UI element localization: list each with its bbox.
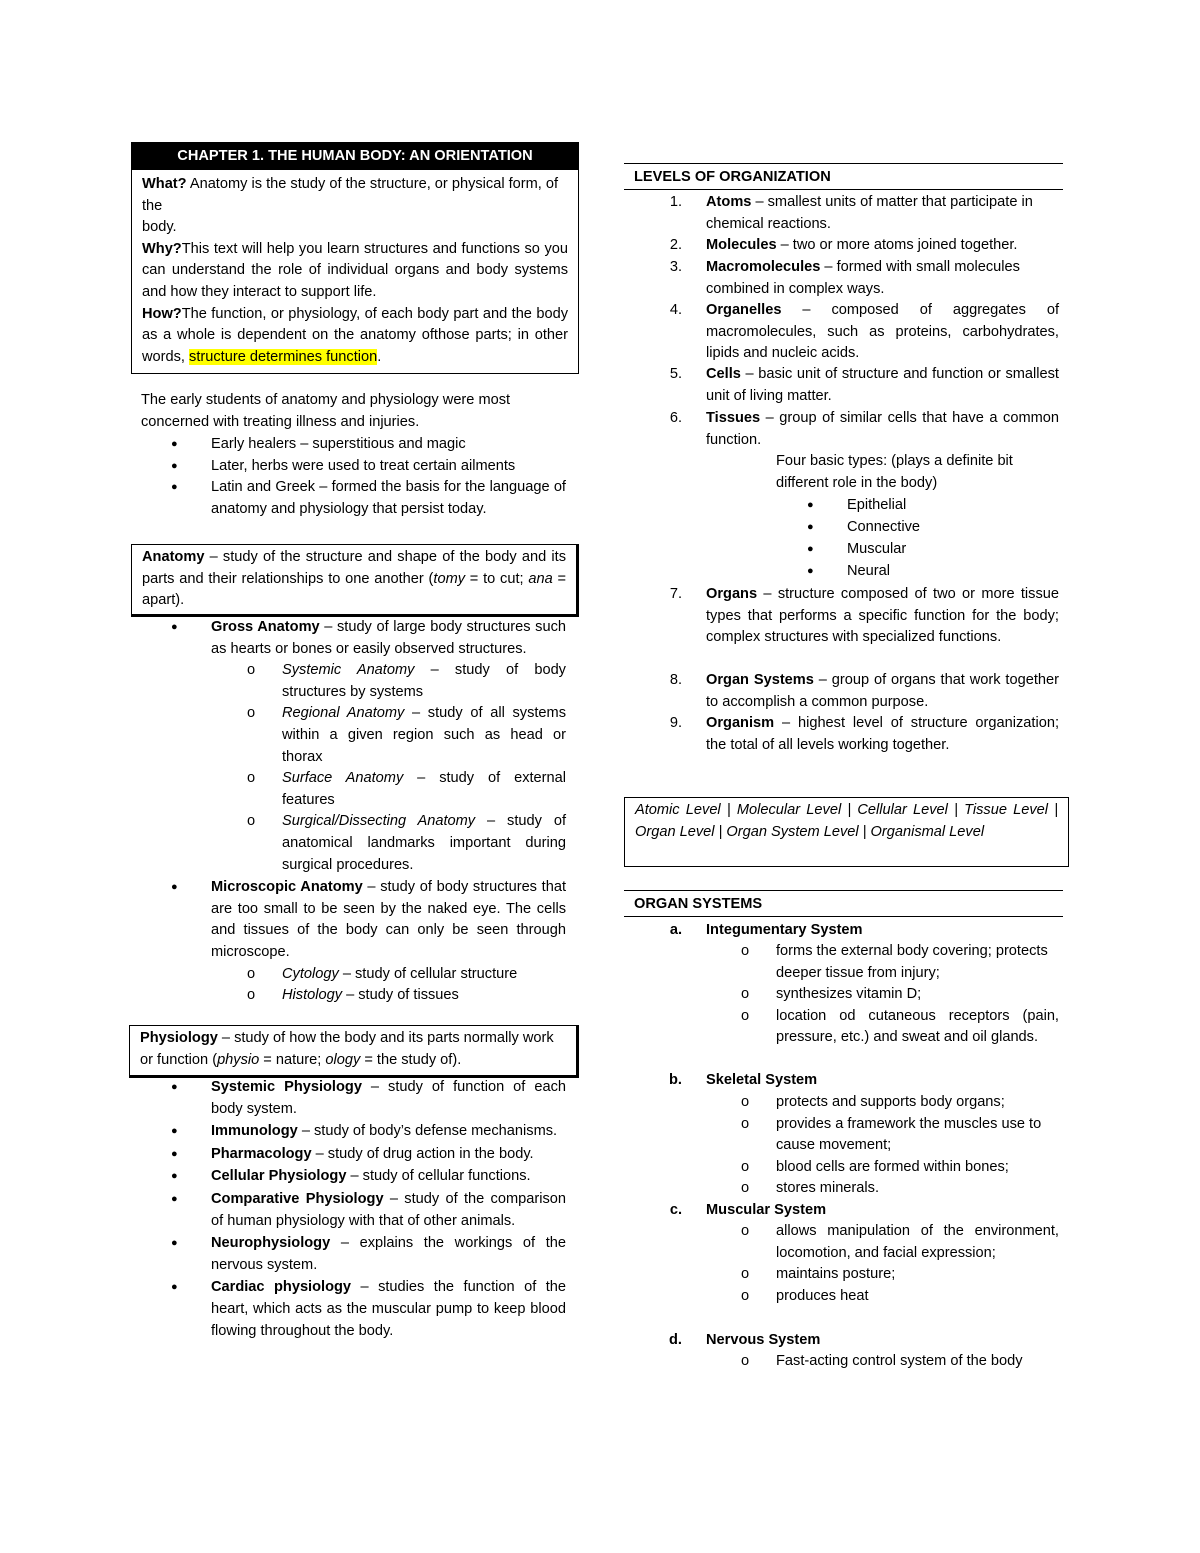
anatomy-list	[171, 617, 567, 1007]
highlighted-phrase: structure determines function	[189, 348, 378, 365]
system-points	[741, 1221, 1059, 1307]
system-name: Integumentary System	[706, 922, 863, 938]
intro-paragraph: The early students of anatomy and physiology were most concerned with treating illness and injuries.	[141, 392, 511, 430]
tissue-types-list	[807, 495, 1047, 583]
circle-bullet-icon: o	[741, 1287, 750, 1304]
bullet-icon: ●	[171, 621, 178, 633]
list-letter: d.	[669, 1332, 682, 1348]
list-letter: b.	[669, 1072, 682, 1088]
list-item: ● Later, herbs were used to treat certain ailments	[211, 456, 566, 478]
what-line-2: body.	[142, 219, 177, 236]
list-item: ● Neural	[847, 561, 1047, 583]
list-item: o forms the external body covering; protects deeper tissue from injury;	[741, 943, 1048, 981]
circle-bullet-icon: o	[741, 986, 750, 1003]
list-item: ● Pharmacology – study of drug action in the body.	[211, 1144, 566, 1166]
list-item: ● Connective	[847, 517, 1047, 539]
how-line: How?The function, or physiology, of each body part and the body as a whole is dependent on the anatomy ofthose parts; in other words, structure determines function.	[142, 305, 568, 365]
list-item: o Fast-acting control system of the body	[776, 1351, 1059, 1373]
system-name: Nervous System	[706, 1332, 821, 1348]
list-item: o location od cutaneous receptors (pain, pressure, etc.) and sweat and oil glands.	[741, 1007, 1059, 1046]
list-number: 6.	[669, 410, 682, 426]
list-item: ● Neurophysiology – explains the workings of the nervous system.	[171, 1235, 566, 1273]
list-item: Organs – structure composed of two or more tissue types that performs a specific function for the body; complex structures with specialized functions.	[706, 586, 1059, 646]
circle-bullet-icon: o	[741, 1115, 750, 1132]
chapter-title: CHAPTER 1. THE HUMAN BODY: AN ORIENTATION	[132, 143, 578, 170]
list-item: Cells – basic unit of structure and function or smallest unit of living matter.	[706, 366, 1059, 404]
list-item: ● Muscular	[847, 539, 1047, 561]
list-item: ● Cellular Physiology – study of cellular functions.	[211, 1166, 566, 1188]
circle-bullet-icon: o	[741, 1266, 750, 1283]
circle-bullet-icon: o	[741, 1353, 750, 1369]
circle-bullet-icon: o	[741, 943, 750, 959]
circle-bullet-icon: o	[247, 770, 256, 787]
organ-systems-heading: ORGAN SYSTEMS	[624, 890, 1063, 917]
bullet-icon: ●	[807, 521, 814, 534]
circle-bullet-icon: o	[247, 662, 256, 679]
list-letter: c.	[669, 1202, 682, 1218]
anatomy-definition-box: Anatomy – study of the structure and shape of the body and its parts and their relationships to one another (tomy = to cut; ana = apart).	[131, 544, 579, 617]
list-item: o protects and supports body organs;	[776, 1092, 1059, 1114]
list-item: o Surface Anatomy – study of external features	[247, 770, 566, 808]
list-item: ● Epithelial	[847, 495, 1047, 517]
intro-bullet-list	[171, 434, 566, 520]
list-number: 2.	[669, 237, 682, 253]
physiology-list	[171, 1077, 566, 1342]
list-item: Organism – highest level of structure organization; the total of all levels working together.	[706, 715, 1059, 753]
system-name: Muscular System	[706, 1202, 827, 1218]
list-number: 7.	[669, 586, 682, 602]
bullet-icon: ●	[171, 481, 178, 494]
system-points	[741, 1351, 1059, 1373]
list-item: ● Comparative Physiology – study of the comparison of human physiology with that of other animals.	[171, 1190, 566, 1229]
micro-sublist	[211, 964, 566, 1007]
list-item: Organelles – composed of aggregates of macromolecules, such as proteins, carbohydrates, lipids and nucleic acids.	[706, 302, 1059, 362]
list-item: ● Early healers – superstitious and magic	[211, 434, 566, 456]
circle-bullet-icon: o	[741, 1223, 750, 1239]
circle-bullet-icon: o	[247, 965, 256, 982]
chapter-box	[131, 142, 579, 374]
circle-bullet-icon: o	[247, 705, 256, 722]
levels-heading: LEVELS OF ORGANIZATION	[624, 163, 1063, 190]
list-item: Macromolecules – formed with small molecules combined in complex ways.	[706, 259, 1020, 297]
physiology-definition-box: Physiology – study of how the body and its parts normally work or function (physio = nature; ology = the study of).	[129, 1025, 579, 1078]
bullet-icon: ●	[807, 543, 814, 556]
list-number: 4.	[669, 302, 682, 318]
what-line: What? Anatomy is the study of the structure, or physical form, of the	[142, 176, 559, 214]
bullet-icon: ●	[807, 565, 814, 578]
list-item: ● Microscopic Anatomy – study of body structures that are too small to be seen by the naked eye. The cells and tissues of the body can only be seen through microscope.	[171, 879, 566, 960]
list-item: o provides a framework the muscles use to cause movement;	[741, 1115, 1042, 1154]
bullet-icon: ●	[171, 1125, 178, 1138]
list-item: o stores minerals.	[776, 1178, 1059, 1200]
list-number: 3.	[669, 259, 682, 275]
list-item: o blood cells are formed within bones;	[776, 1157, 1059, 1179]
system-points	[741, 1092, 1059, 1200]
bullet-icon: ●	[171, 1237, 178, 1250]
system-name: Skeletal System	[706, 1072, 818, 1088]
bullet-icon: ●	[171, 1147, 178, 1160]
chapter-body	[132, 170, 578, 373]
circle-bullet-icon: o	[741, 1180, 750, 1197]
list-item: o Regional Anatomy – study of all systems within a given region such as head or thorax	[247, 705, 567, 765]
list-item: ● Cardiac physiology – studies the function of the heart, which acts as the muscular pump to keep blood flowing throughout the body.	[171, 1279, 566, 1339]
list-item: o Histology – study of tissues	[282, 985, 566, 1007]
list-item: o maintains posture;	[776, 1264, 1059, 1286]
circle-bullet-icon: o	[741, 1007, 750, 1024]
list-item: o Cytology – study of cellular structure	[282, 964, 566, 986]
list-item: ● Immunology – study of body’s defense mechanisms.	[211, 1121, 566, 1143]
list-letter: a.	[669, 922, 682, 938]
bullet-icon: ●	[171, 881, 178, 894]
tissue-note: Four basic types: (plays a definite bit different role in the body)	[776, 453, 1013, 491]
list-item: Tissues – group of similar cells that have a common function.	[706, 410, 1059, 448]
list-number: 1.	[669, 194, 682, 210]
list-item: o produces heat	[776, 1286, 1059, 1308]
bullet-icon: ●	[171, 459, 178, 472]
list-item: Atoms – smallest units of matter that participate in chemical reactions.	[706, 194, 1033, 232]
circle-bullet-icon: o	[247, 987, 256, 1004]
list-number: 5.	[669, 366, 682, 382]
levels-summary-box: Atomic Level | Molecular Level | Cellular Level | Tissue Level | Organ Level | Organ System Level | Organismal Level	[624, 797, 1069, 867]
list-number: 9.	[669, 715, 682, 731]
list-item: o allows manipulation of the environment, locomotion, and facial expression;	[741, 1223, 1059, 1261]
gross-sublist	[211, 660, 566, 876]
list-item: o Surgical/Dissecting Anatomy – study of anatomical landmarks important during surgical procedures.	[247, 813, 567, 873]
circle-bullet-icon: o	[741, 1158, 750, 1175]
list-number: 8.	[669, 672, 682, 688]
system-points	[741, 941, 1059, 1049]
bullet-icon: ●	[171, 1281, 178, 1294]
bullet-icon: ●	[171, 1170, 178, 1183]
list-item: Molecules – two or more atoms joined together.	[706, 237, 1018, 253]
circle-bullet-icon: o	[741, 1094, 750, 1110]
list-item: ● Gross Anatomy – study of large body structures such as hearts or bones or easily observed structures.	[171, 619, 566, 657]
circle-bullet-icon: o	[247, 813, 256, 830]
list-item: Organ Systems – group of organs that work together to accomplish a common purpose.	[706, 672, 1059, 710]
bullet-icon: ●	[171, 1192, 178, 1205]
list-item: o synthesizes vitamin D;	[776, 984, 1059, 1006]
list-item: ● Latin and Greek – formed the basis for the language of anatomy and physiology that persist today.	[171, 479, 566, 517]
bullet-icon: ●	[171, 438, 178, 450]
list-item: ● Systemic Physiology – study of function of each body system.	[171, 1079, 566, 1117]
why-line: Why?This text will help you learn structures and functions so you can understand the role of individual organs and body systems and how they interact to support life.	[142, 240, 568, 300]
list-item: o Systemic Anatomy – study of body structures by systems	[247, 662, 566, 700]
bullet-icon: ●	[807, 499, 814, 511]
bullet-icon: ●	[171, 1081, 178, 1093]
